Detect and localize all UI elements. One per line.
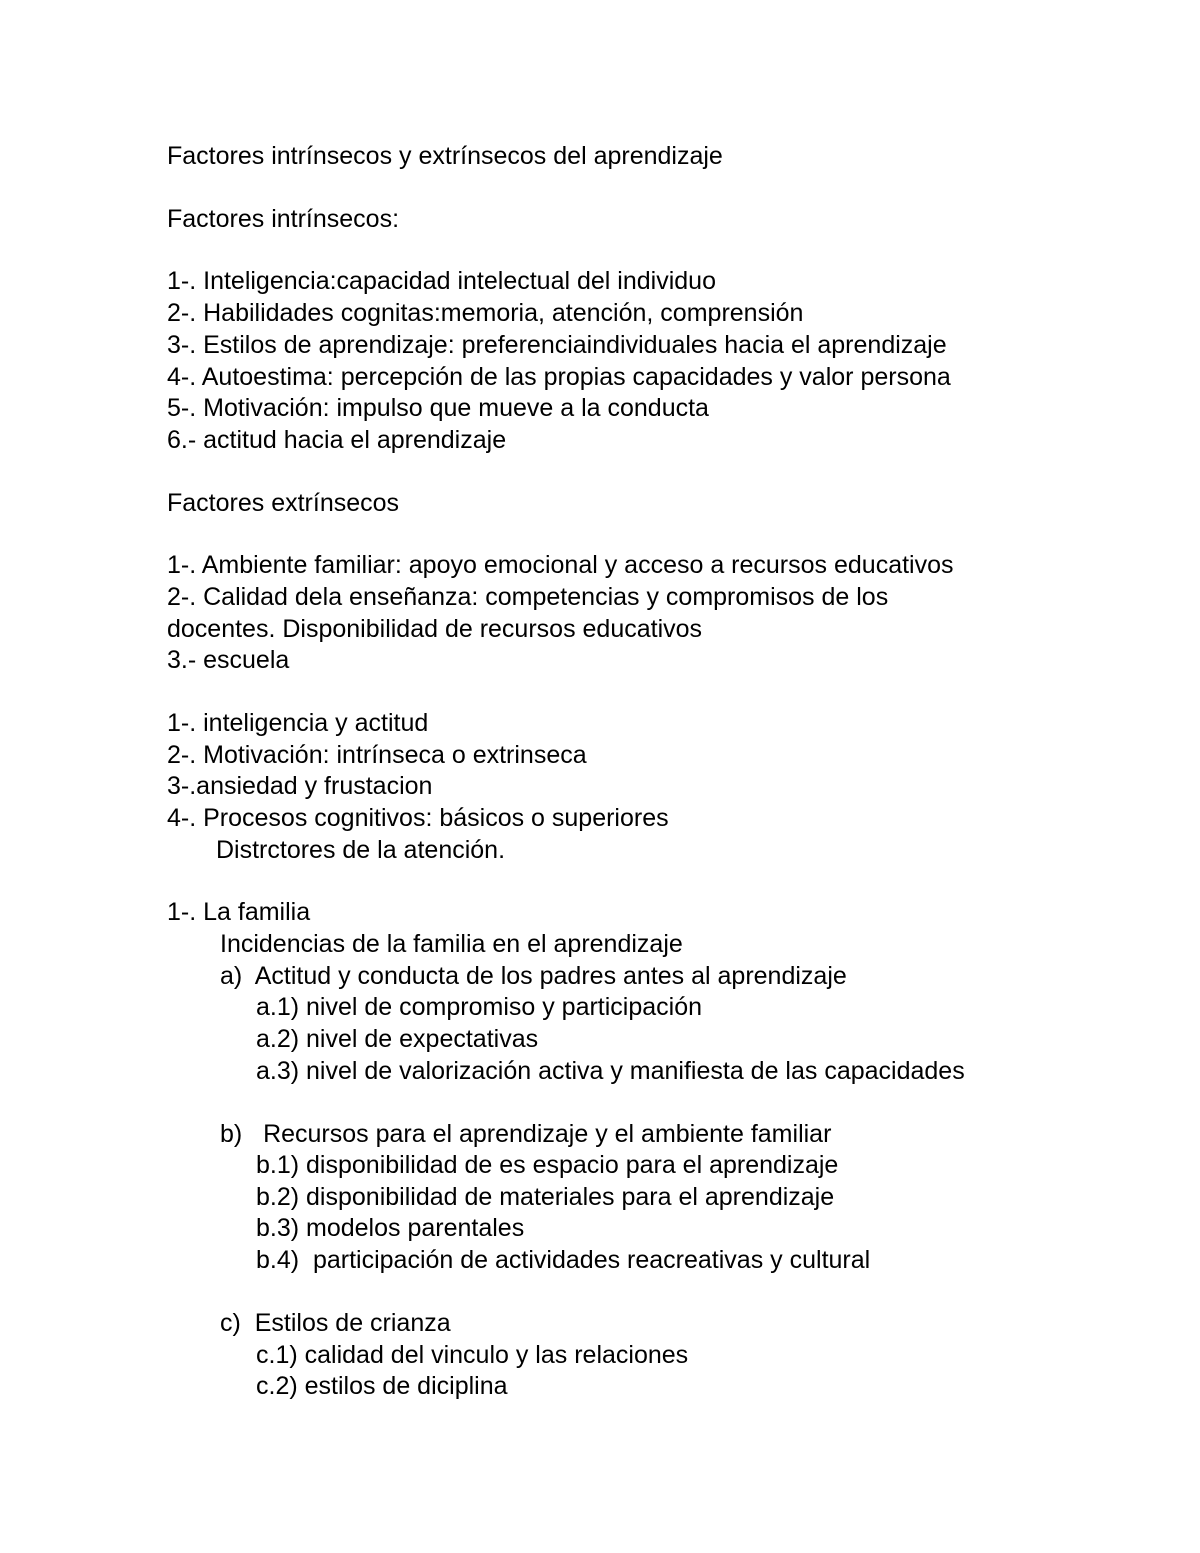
- family-a-label: a) Actitud y conducta de los padres antes al aprendizaje: [220, 962, 847, 990]
- extrinsic-item-2-continued: docentes. Disponibilidad de recursos educativos: [167, 615, 703, 643]
- intrinsic-item-2: 2-. Habilidades cognitas:memoria, atención, comprensión: [167, 299, 804, 327]
- intrinsic-item-6: 6.- actitud hacia el aprendizaje: [167, 426, 507, 454]
- family-subheading: Incidencias de la familia en el aprendizaje: [220, 930, 683, 958]
- family-b-item-2: b.2) disponibilidad de materiales para el aprendizaje: [256, 1183, 835, 1211]
- family-c-label: c) Estilos de crianza: [220, 1309, 451, 1337]
- family-b-item-1: b.1) disponibilidad de es espacio para el aprendizaje: [256, 1151, 839, 1179]
- extrinsic-item-3: 3.- escuela: [167, 646, 290, 674]
- extrinsic-heading: Factores extrínsecos: [167, 489, 400, 517]
- second-list-item-3: 3-.ansiedad y frustacion: [167, 772, 433, 800]
- second-list-item-4: 4-. Procesos cognitivos: básicos o superiores: [167, 804, 669, 832]
- family-c-item-2: c.2) estilos de diciplina: [256, 1372, 508, 1400]
- family-b-item-3: b.3) modelos parentales: [256, 1214, 525, 1242]
- family-c-item-1: c.1) calidad del vinculo y las relaciones: [256, 1341, 689, 1369]
- extrinsic-item-1: 1-. Ambiente familiar: apoyo emocional y acceso a recursos educativos: [167, 551, 954, 579]
- family-a-item-1: a.1) nivel de compromiso y participación: [256, 993, 703, 1021]
- second-list-item-1: 1-. inteligencia y actitud: [167, 709, 429, 737]
- family-b-item-4: b.4) participación de actividades reacreativas y cultural: [256, 1246, 871, 1274]
- intrinsic-heading: Factores intrínsecos:: [167, 205, 400, 233]
- intrinsic-item-5: 5-. Motivación: impulso que mueve a la conducta: [167, 394, 709, 422]
- document-title: Factores intrínsecos y extrínsecos del aprendizaje: [167, 142, 723, 170]
- family-a-item-3: a.3) nivel de valorización activa y manifiesta de las capacidades: [256, 1057, 965, 1085]
- intrinsic-item-4: 4-. Autoestima: percepción de las propias capacidades y valor persona: [167, 363, 951, 391]
- intrinsic-item-3: 3-. Estilos de aprendizaje: preferenciaindividuales hacia el aprendizaje: [167, 331, 947, 359]
- second-list-item-2: 2-. Motivación: intrínseca o extrinseca: [167, 741, 587, 769]
- intrinsic-item-1: 1-. Inteligencia:capacidad intelectual del individuo: [167, 267, 716, 295]
- family-a-item-2: a.2) nivel de expectativas: [256, 1025, 539, 1053]
- extrinsic-item-2: 2-. Calidad dela enseñanza: competencias y compromisos de los: [167, 583, 889, 611]
- second-list-sub-note: Distrctores de la atención.: [216, 836, 506, 864]
- family-b-label: b) Recursos para el aprendizaje y el ambiente familiar: [220, 1120, 832, 1148]
- family-heading: 1-. La familia: [167, 898, 311, 926]
